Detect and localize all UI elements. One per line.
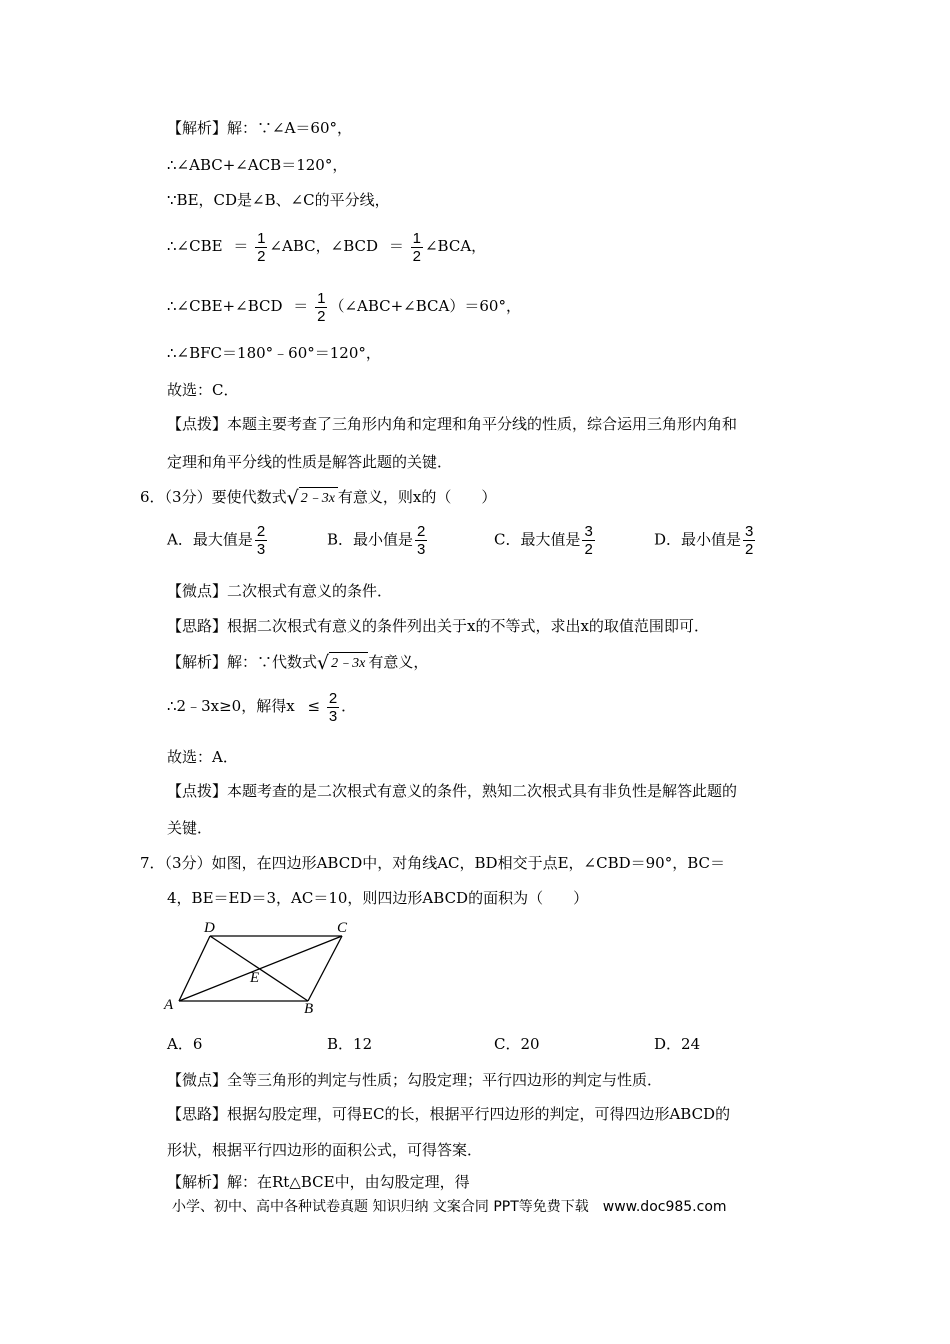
- answer-fraction: [327, 690, 339, 725]
- fraction-numerator: 2: [417, 523, 426, 540]
- sec5-l4e: ∠BCA，: [424, 237, 487, 255]
- q7-silu-1: [167, 1104, 730, 1124]
- q6-option-b[interactable]: [327, 523, 429, 558]
- jiexi-tag: 【解析】: [167, 119, 228, 137]
- q7-option-b[interactable]: B．12: [327, 1035, 373, 1053]
- fraction-numerator: 1: [257, 229, 266, 247]
- dianbo-tag: 【点拨】: [167, 782, 228, 800]
- fraction-numerator: 1: [317, 289, 326, 307]
- jiexi-2c: ．: [341, 697, 357, 715]
- sqrt-expression: [317, 652, 368, 674]
- diagonal-ac: [179, 936, 342, 1001]
- q6-dianbo-1: [167, 781, 737, 801]
- radical-icon: √: [317, 652, 330, 674]
- radicand: 2﹣3x: [329, 652, 368, 674]
- q6-option-c[interactable]: [494, 523, 597, 558]
- label-c: C: [337, 920, 348, 936]
- label-d: D: [204, 920, 215, 936]
- footer-ad-link[interactable]: 小学、初中、高中各种试卷真题 知识归纳 文案合同 PPT等免费下载 www.doc985.com: [172, 1199, 727, 1215]
- q6-jiexi-2: [167, 687, 356, 725]
- sec5-line-7: 故选：C．: [167, 381, 239, 399]
- jiexi-tag: 【解析】: [167, 1173, 228, 1191]
- label-a: A: [164, 997, 174, 1013]
- fraction-numerator: 2: [328, 689, 338, 707]
- fraction-denominator: 3: [328, 707, 338, 725]
- q7-option-a[interactable]: A．6: [167, 1035, 203, 1053]
- q7-stem-2: 4，BE＝ED＝3，AC＝10，则四边形ABCD的面积为（ ）: [167, 889, 589, 907]
- fraction-denominator: 2: [257, 247, 266, 265]
- q7-silu-2: 形状，根据平行四边形的面积公式，可得答案．: [167, 1141, 483, 1159]
- q7-option-c[interactable]: C．20: [494, 1035, 540, 1053]
- fraction-denominator: 2: [584, 541, 593, 558]
- sec5-text-1: 解：∵∠A＝60°，: [227, 119, 353, 137]
- sec5-line-9: 定理和角平分线的性质是解答此题的关键．: [167, 453, 453, 471]
- option-fraction: [255, 523, 267, 558]
- silu-tag: 【思路】: [167, 617, 228, 635]
- jiexi-text: 解：∵代数式: [227, 653, 318, 671]
- q6-jiexi-3: 故选：A．: [167, 748, 238, 766]
- sec5-l5c: （∠ABC+∠BCA）＝60°，: [329, 297, 521, 315]
- fraction-numerator: 1: [412, 229, 421, 247]
- half-fraction: [411, 230, 423, 265]
- q7-stem-1: 7．（3分）如图，在四边形ABCD中，对角线AC，BD相交于点E，∠CBD＝90°，BC＝: [140, 854, 725, 872]
- q6-num: 6．（3分）要使代数式: [140, 488, 287, 506]
- sec5-line-2: ∴∠ABC+∠ACB＝120°，: [167, 156, 348, 174]
- sec5-l4b: ＝: [233, 237, 249, 255]
- dianbo-tag: 【点拨】: [167, 415, 228, 433]
- weidian-text: 全等三角形的判定与性质；勾股定理；平行四边形的判定与性质．: [227, 1071, 663, 1089]
- option-fraction: [582, 523, 594, 558]
- sec5-line-1: [167, 118, 352, 138]
- jiexi-2a: ∴2﹣3x≥0，解得x: [167, 697, 295, 715]
- fraction-denominator: 3: [256, 541, 266, 558]
- sec5-line-3: ∵BE，CD是∠B、∠C的平分线，: [167, 191, 390, 209]
- silu-text: 根据勾股定理，可得EC的长，根据平行四边形的判定，可得四边形ABCD的: [227, 1105, 731, 1123]
- weidian-tag: 【微点】: [167, 1071, 228, 1089]
- q6-stem: [140, 485, 496, 509]
- radicand: 2﹣3x: [299, 487, 338, 509]
- sec5-l4c: ∠ABC，∠BCD: [269, 237, 379, 255]
- edge-cb: [308, 936, 342, 1001]
- q6-tail: 有意义，则x的（ ）: [337, 488, 497, 506]
- q6-option-a[interactable]: [167, 523, 269, 558]
- fraction-numerator: 3: [584, 523, 593, 540]
- fraction-denominator: 2: [317, 307, 326, 325]
- option-label: A．最大值是: [167, 530, 253, 549]
- q7-weidian: [167, 1070, 662, 1090]
- sqrt-expression: [287, 487, 338, 509]
- fraction-denominator: 2: [412, 247, 421, 265]
- option-fraction: [743, 523, 755, 558]
- sec5-text-8: 本题主要考查了三角形内角和定理和角平分线的性质，综合运用三角形内角和: [227, 415, 738, 433]
- jiexi-text-tail: 有意义，: [368, 653, 429, 671]
- half-fraction: [315, 290, 327, 325]
- sec5-line-8: [167, 414, 737, 434]
- dianbo-text: 本题考查的是二次根式有意义的条件，熟知二次根式具有非负性是解答此题的: [227, 782, 738, 800]
- fraction-denominator: 3: [417, 541, 426, 558]
- option-fraction: [415, 523, 427, 558]
- sec5-line-6: ∴∠BFC＝180°﹣60°＝120°，: [167, 344, 381, 362]
- silu-tag: 【思路】: [167, 1105, 228, 1123]
- half-fraction: [255, 230, 267, 265]
- weidian-text: 二次根式有意义的条件．: [227, 582, 393, 600]
- q6-silu: [167, 616, 709, 636]
- sec5-l5a: ∴∠CBE+∠BCD: [167, 297, 283, 315]
- fraction-numerator: 3: [745, 523, 754, 540]
- sec5-l4a: ∴∠CBE: [167, 237, 223, 255]
- label-e: E: [250, 970, 260, 986]
- fraction-numerator: 2: [256, 523, 266, 540]
- edge-ad: [179, 936, 210, 1001]
- jiexi-2b: ≤: [307, 697, 321, 715]
- option-label: D．最小值是: [654, 530, 742, 549]
- q6-option-d[interactable]: [654, 523, 757, 558]
- silu-text: 根据二次根式有意义的条件列出关于x的不等式，求出x的取值范围即可．: [227, 617, 709, 635]
- q7-jiexi: [167, 1172, 470, 1192]
- sec5-line-5: [167, 288, 521, 325]
- fraction-denominator: 2: [745, 541, 754, 558]
- radical-icon: √: [286, 487, 299, 509]
- jiexi-tag: 【解析】: [167, 653, 228, 671]
- diagonal-bd: [210, 936, 308, 1001]
- option-label: C．最大值是: [494, 530, 581, 549]
- jiexi-text: 解：在Rt△BCE中，由勾股定理，得: [227, 1173, 470, 1191]
- option-label: B．最小值是: [327, 530, 414, 549]
- q6-jiexi-1: [167, 650, 428, 674]
- q7-option-d[interactable]: D．24: [654, 1035, 701, 1053]
- sec5-line-4: [167, 228, 486, 265]
- q6-weidian: [167, 581, 392, 601]
- parallelogram-figure: [160, 912, 360, 1017]
- sec5-l5b: ＝: [293, 297, 309, 315]
- sec5-l4d: ＝: [388, 237, 404, 255]
- q6-dianbo-2: 关键．: [167, 819, 213, 837]
- weidian-tag: 【微点】: [167, 582, 228, 600]
- label-b: B: [304, 1001, 314, 1017]
